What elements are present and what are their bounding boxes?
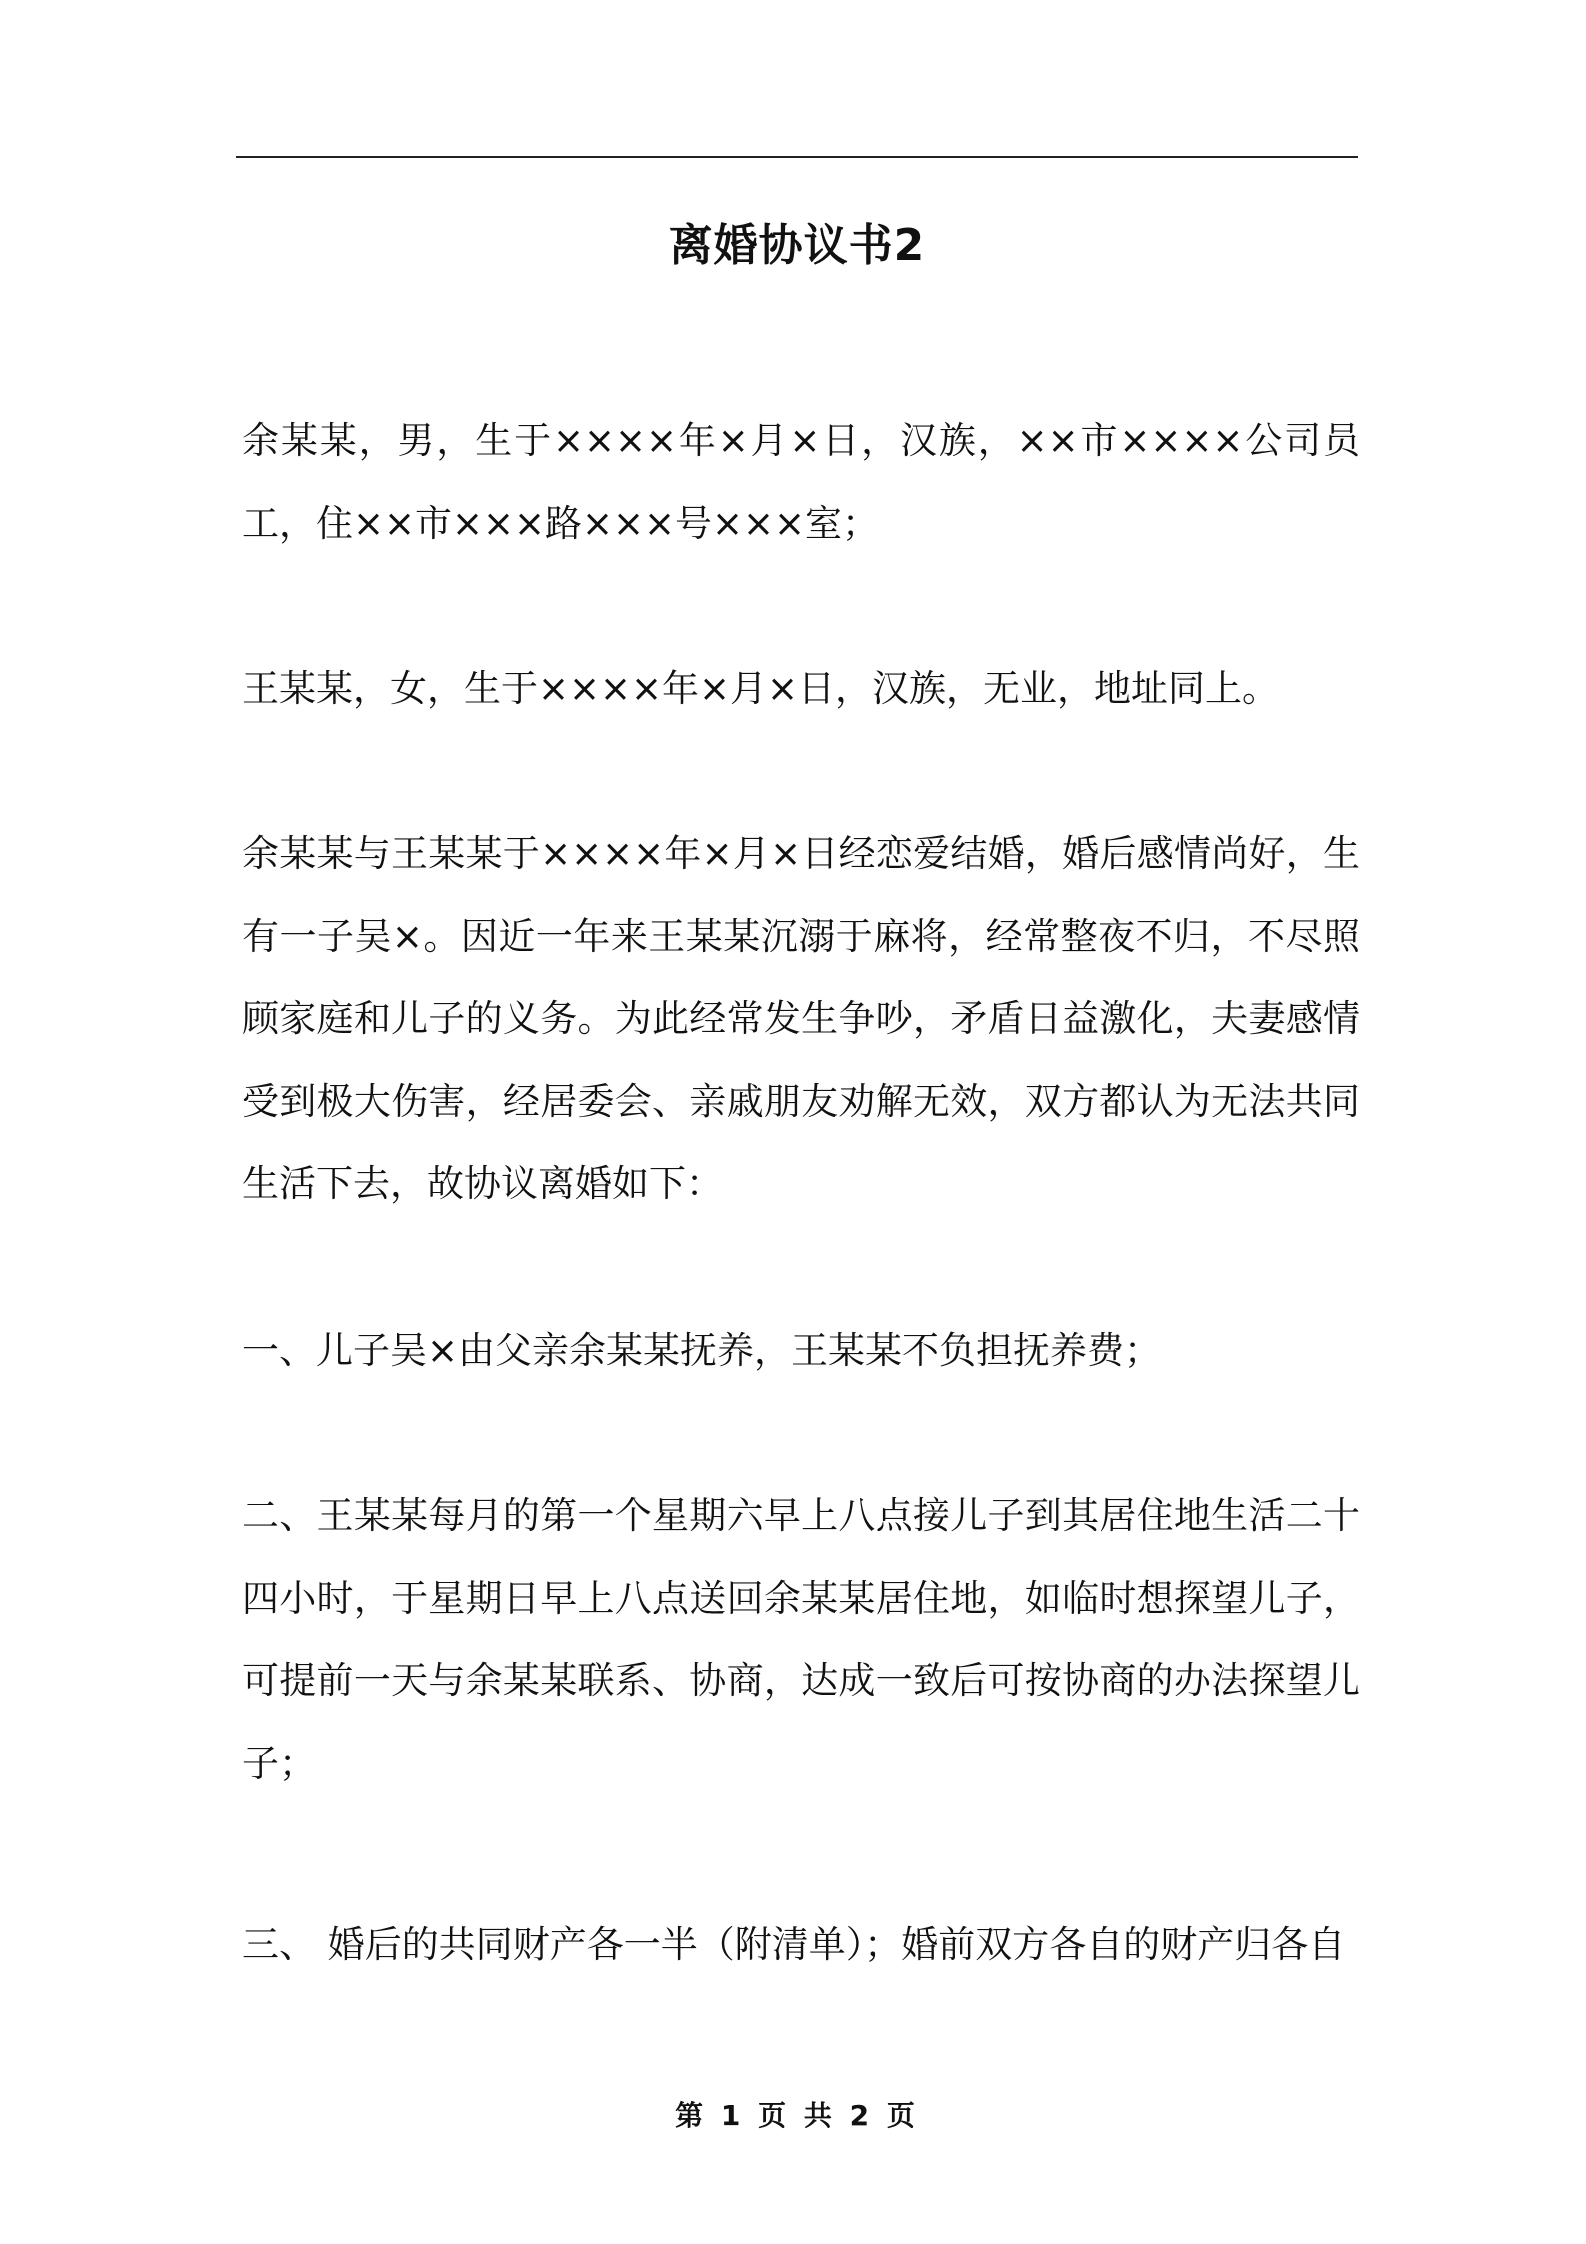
paragraph-background: 余某某与王某某于××××年×月×日经恋爱结婚，婚后感情尚好，生有一子吴×。因近一年来王某某沉溺于麻将，经常整夜不归，不尽照顾家庭和儿子的义务。为此经常发生争吵，矛盾日益激化，夫妻感情受到极大伤害，经居委会、亲戚朋友劝解无效，双方都认为无法共同生活下去，故协议离婚如下： xyxy=(242,832,1360,1205)
clause-two: 二、王某某每月的第一个星期六早上八点接儿子到其居住地生活二十四小时，于星期日早上八点送回余某某居住地，如临时想探望儿子，可提前一天与余某某联系、协商，达成一致后可按协商的办法探望儿子； xyxy=(242,1494,1360,1785)
page-footer: 第 1 页 共 2 页 xyxy=(675,2099,919,2132)
paragraph-husband-info: 余某某，男，生于××××年×月×日，汉族，××市××××公司员工，住××市×××路×××号×××室； xyxy=(242,419,1360,545)
document-title: 离婚协议书2 xyxy=(668,220,926,271)
clause-three: 三、 婚后的共同财产各一半（附清单）；婚前双方各自的财产归各自 xyxy=(242,1923,1346,1966)
paragraph-wife-info: 王某某，女，生于××××年×月×日，汉族，无业，地址同上。 xyxy=(242,667,1280,710)
clause-one: 一、儿子吴×由父亲余某某抚养，王某某不负担抚养费； xyxy=(242,1329,1162,1372)
header-rule xyxy=(236,156,1358,158)
